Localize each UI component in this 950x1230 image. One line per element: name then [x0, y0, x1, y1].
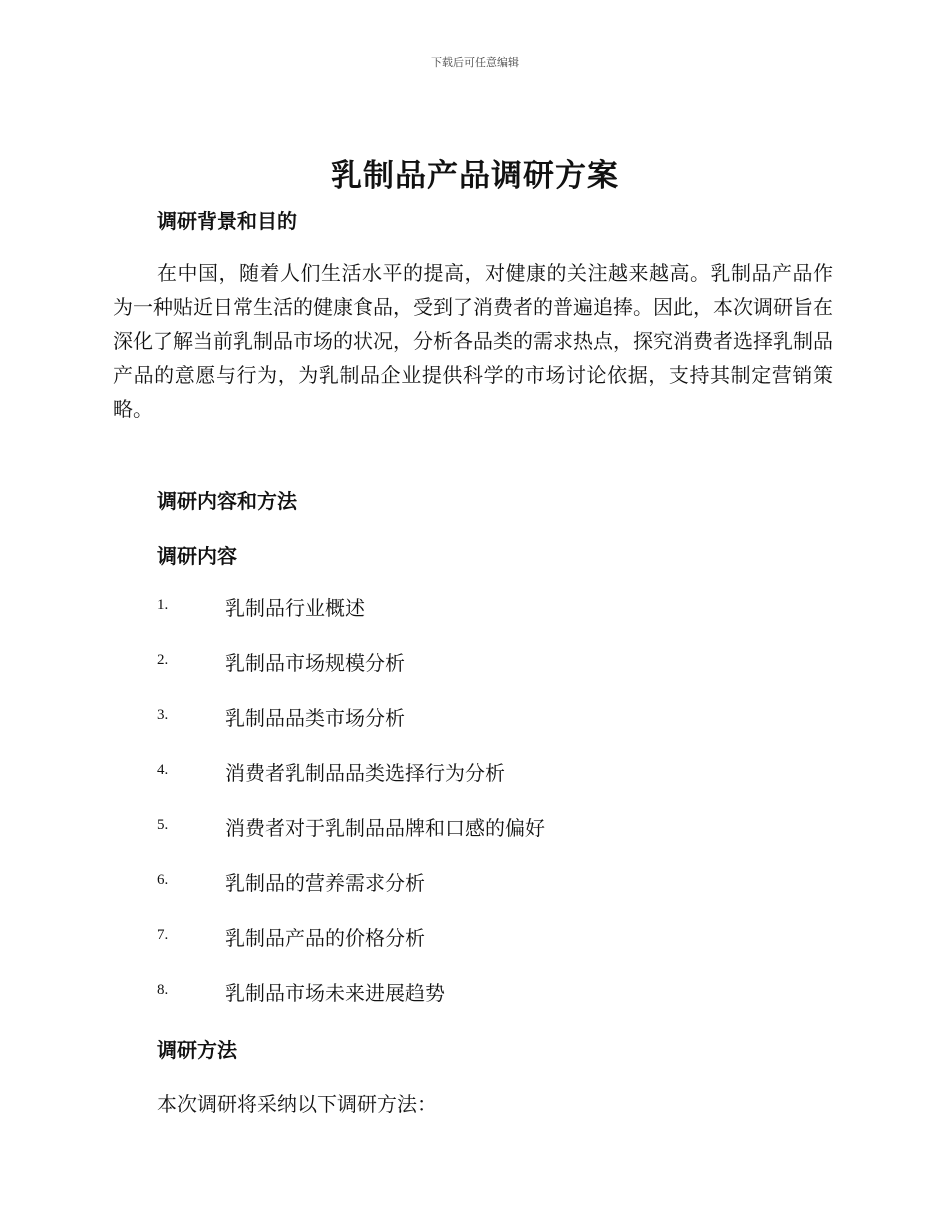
document-title: 乳制品产品调研方案: [331, 158, 619, 194]
list-item: [157, 977, 545, 1032]
subsection-heading-content: 调研内容: [157, 544, 237, 568]
list-item-number: 8.: [157, 982, 169, 998]
list-item-text: 乳制品市场未来进展趋势: [225, 981, 445, 1005]
list-item-number: 2.: [157, 652, 169, 668]
list-item: [157, 592, 545, 647]
list-item-text: 消费者乳制品品类选择行为分析: [225, 761, 505, 785]
list-item: [157, 647, 545, 702]
list-item: [157, 702, 545, 757]
list-item-number: 4.: [157, 762, 169, 778]
subsection-heading-method: 调研方法: [157, 1038, 237, 1062]
list-item: [157, 812, 545, 867]
section-heading-content-method: 调研内容和方法: [157, 489, 297, 513]
list-item-text: 乳制品行业概述: [225, 596, 365, 620]
content-list: [157, 592, 545, 1032]
section-heading-background: 调研背景和目的: [157, 209, 297, 233]
list-item-number: 3.: [157, 707, 169, 723]
list-item-text: 乳制品产品的价格分析: [225, 926, 425, 950]
list-item-text: 消费者对于乳制品品牌和口感的偏好: [225, 816, 545, 840]
list-item-number: 7.: [157, 927, 169, 943]
method-intro-text: 本次调研将采纳以下调研方法：: [157, 1092, 437, 1116]
list-item: [157, 867, 545, 922]
header-note: 下载后可任意编辑: [431, 56, 519, 69]
list-item: [157, 922, 545, 977]
list-item-text: 乳制品的营养需求分析: [225, 871, 425, 895]
list-item-text: 乳制品市场规模分析: [225, 651, 405, 675]
list-item-number: 1.: [157, 597, 169, 613]
list-item-text: 乳制品品类市场分析: [225, 706, 405, 730]
background-paragraph: 在中国，随着人们生活水平的提高，对健康的关注越来越高。乳制品产品作为一种贴近日常生活的健康食品，受到了消费者的普遍追捧。因此，本次调研旨在深化了解当前乳制品市场的状况，分析各品类的需求热点，探究消费者选择乳制品产品的意愿与行为，为乳制品企业提供科学的市场讨论依据，支持其制定营销策略。: [113, 261, 833, 421]
list-item-number: 6.: [157, 872, 169, 888]
list-item: [157, 757, 545, 812]
list-item-number: 5.: [157, 817, 169, 833]
